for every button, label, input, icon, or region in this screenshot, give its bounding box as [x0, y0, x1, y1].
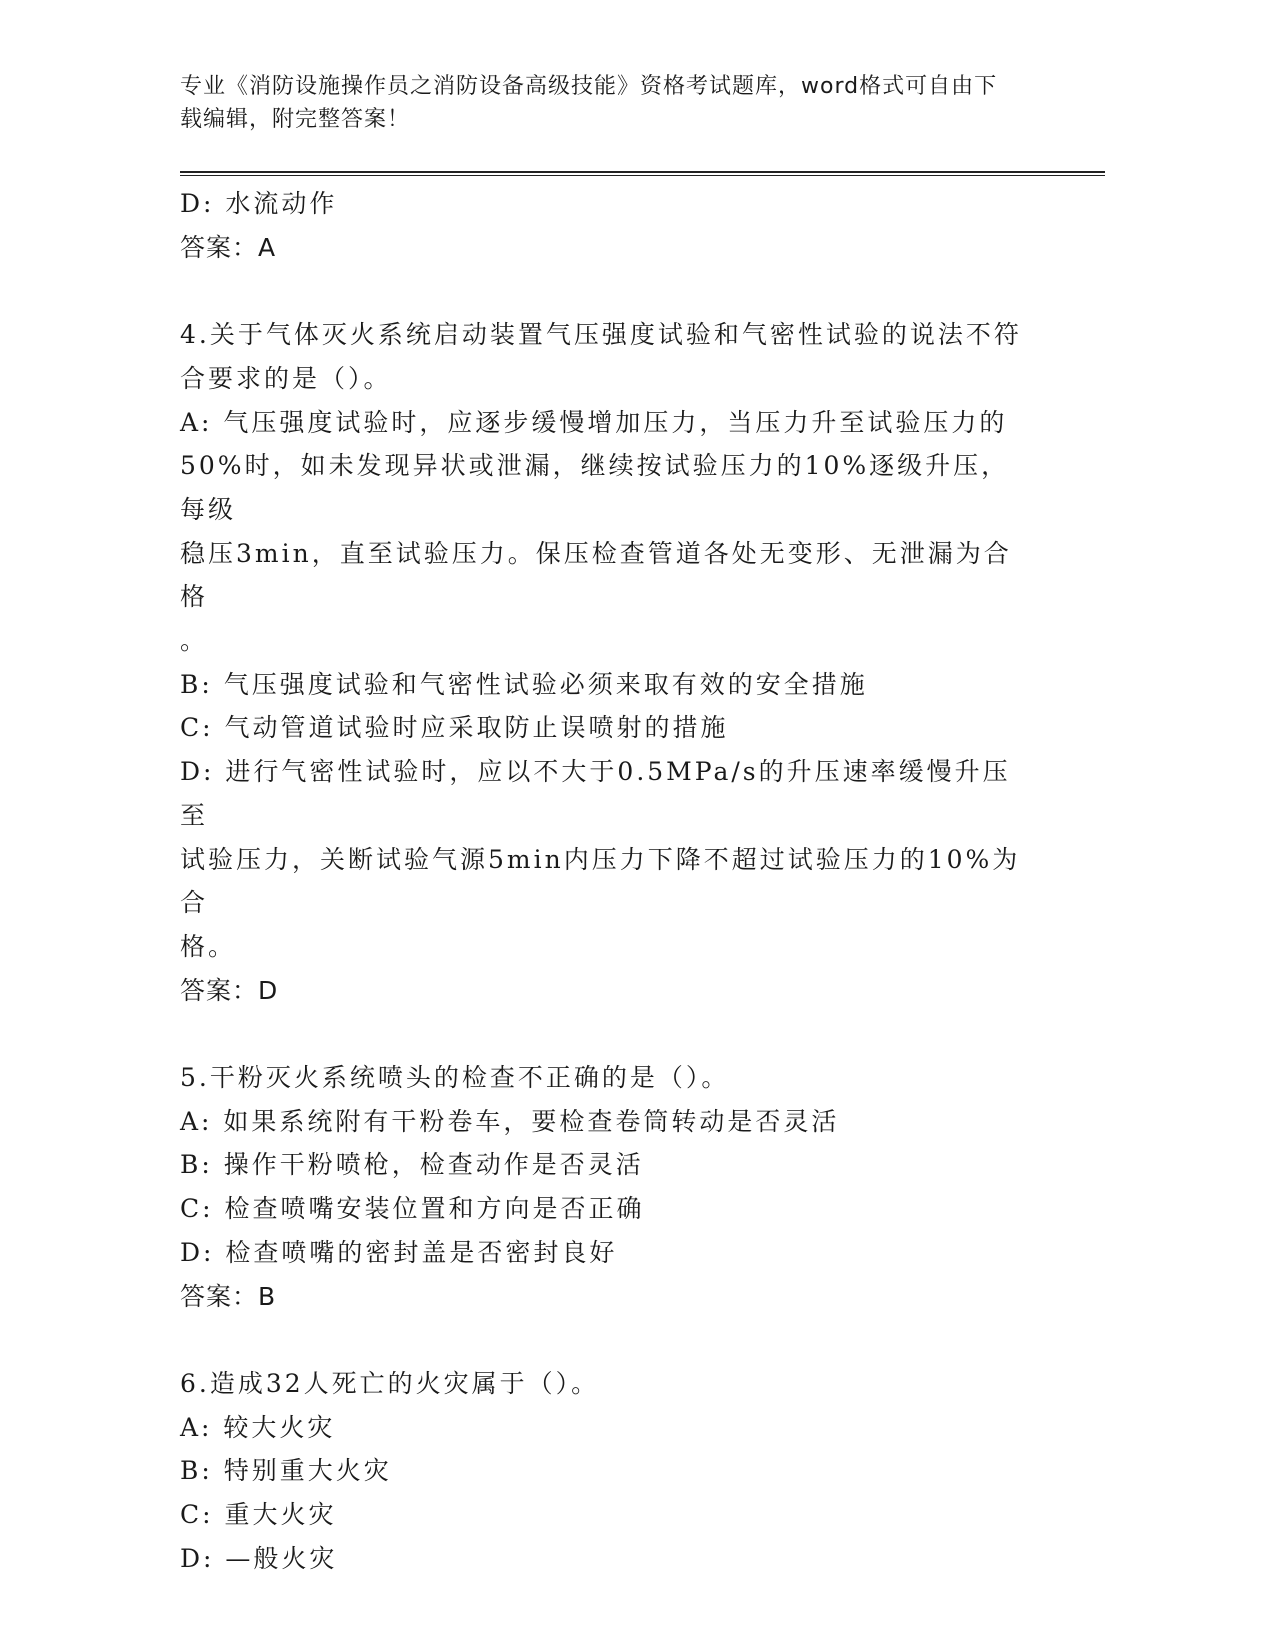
option-d: D: —般火灾	[180, 1543, 338, 1573]
header-line-2: 载编辑，附完整答案！	[180, 107, 411, 132]
option-b: B: 特别重大火灾	[180, 1456, 392, 1486]
option-a: 。	[180, 626, 209, 656]
spacer	[180, 269, 1030, 313]
option-a: A: 较大火灾	[180, 1412, 336, 1442]
question-5	[180, 1056, 1030, 1318]
question-stem: 合要求的是（）。	[180, 363, 392, 393]
option-d: D: 进行气密性试验时，应以不大于0.5MPa/s的升压速率缓慢升压至	[180, 757, 1011, 830]
answer-label: 答案：A	[180, 232, 277, 262]
question-content	[180, 182, 1030, 1580]
previous-question-tail	[180, 182, 1030, 269]
question-stem: 6.造成32人死亡的火灾属于（）。	[180, 1368, 600, 1398]
spacer	[180, 1318, 1030, 1362]
option-c: C: 检查喷嘴安装位置和方向是否正确	[180, 1194, 645, 1224]
option-d: 格。	[180, 931, 237, 961]
option-b: B: 气压强度试验和气密性试验必须来取有效的安全措施	[180, 669, 868, 699]
option-c: C: 重大火灾	[180, 1500, 337, 1530]
question-4	[180, 313, 1030, 1012]
option-a: A: 如果系统附有干粉卷车，要检查卷筒转动是否灵活	[180, 1106, 840, 1136]
header-divider	[180, 171, 1105, 176]
option-d: D: 检查喷嘴的密封盖是否密封良好	[180, 1237, 618, 1267]
option-a: 50%时，如未发现异状或泄漏，继续按试验压力的10%逐级升压，每级	[180, 451, 1010, 524]
header-line-1: 专业《消防设施操作员之消防设备高级技能》资格考试题库，word格式可自由下	[180, 74, 998, 99]
option-b: B: 操作干粉喷枪，检查动作是否灵活	[180, 1150, 644, 1180]
answer-label: 答案：D	[180, 975, 279, 1005]
option-a: A: 气压强度试验时，应逐步缓慢增加压力，当压力升至试验压力的	[180, 407, 1008, 437]
option-d: D: 水流动作	[180, 189, 338, 218]
document-header	[180, 70, 1030, 136]
question-stem: 5.干粉灭火系统喷头的检查不正确的是（）。	[180, 1063, 730, 1093]
spacer	[180, 1012, 1030, 1056]
question-6	[180, 1362, 1030, 1581]
option-c: C: 气动管道试验时应采取防止误喷射的措施	[180, 713, 729, 743]
question-stem: 4.关于气体灭火系统启动装置气压强度试验和气密性试验的说法不符	[180, 320, 1022, 350]
option-d: 试验压力，关断试验气源5min内压力下降不超过试验压力的10%为合	[180, 844, 1021, 918]
option-a: 稳压3min，直至试验压力。保压检查管道各处无变形、无泄漏为合格	[180, 538, 1012, 612]
answer-label: 答案：B	[180, 1281, 277, 1311]
